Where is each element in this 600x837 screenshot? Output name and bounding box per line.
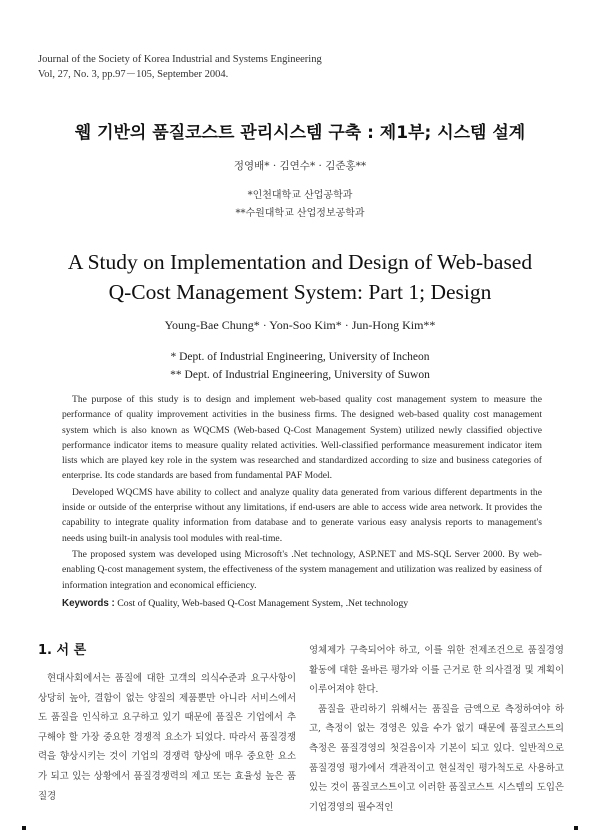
abstract [62,392,542,594]
abstract-paragraph-2: Developed WQCMS have ability to collect and analyze quality data generated from various different departments in the inside or outside of the enterprise without any limitations, if end-users are able to access wide area network. It provides the capability to integrate quality information from database and to generate various easy analysis reports to management's needs using built-in analysis tool modules with real-time. [62,486,542,544]
keywords [62,598,542,609]
body-column-right [309,641,564,817]
korean-affiliation-1: *인천대학교 산업공학과 [247,190,353,201]
journal-name: Journal of the Society of Korea Industrial and Systems Engineering [38,54,322,65]
english-authors: Young-Bae Chung* · Yon-Soo Kim* · Jun-Hong Kim** [164,318,436,332]
journal-volume: Vol, 27, No. 3, pp.97－105, September 2004. [38,69,229,80]
crop-mark [574,826,578,830]
section-heading: 1. 서 론 [38,643,87,658]
keywords-label: Keywords : [62,598,115,609]
korean-affiliations [0,187,600,223]
abstract-paragraph-1: The purpose of this study is to design and implement web-based quality cost management system to measure the performance of quality improvement activities in the business firms. The designed web-based quality cost management system which is also known as WQCMS (Web-based Q-Cost Management System) utilized newly classified objective performance indicator items to measure quality related activities. Well-classified performance measurement indicator item lists which are played key role in the system was researched and standardized according to size and business categories of enterprise. Its code standards are based from fundamental PAF Model. [62,394,542,482]
body-column-left [38,641,296,806]
journal-header [38,52,322,82]
korean-affiliation-2: **수원대학교 산업정보공학과 [235,208,365,219]
english-title [0,247,600,307]
english-affiliations [0,348,600,384]
korean-title: 웹 기반의 품질코스트 관리시스템 구축 : 제1부; 시스템 설계 [74,123,526,143]
english-affiliation-2: ** Dept. of Industrial Engineering, University of Suwon [170,369,430,381]
crop-mark [22,826,26,830]
body-paragraph: 현대사회에서는 품질에 대한 고객의 의식수준과 요구사항이 상당히 높아, 결함이 없는 양질의 제품뿐만 아니라 서비스에서도 품질을 인식하고 요구하고 있기 때문에 품질은 기업에서 추구해야 할 가장 중요한 경쟁적 요소가 되었다. 따라서 품질경쟁력을 향상시키는 것이 기업의 경쟁력 향상에 매우 중요한 요소가 되고 있는 상황에서 품질경쟁력의 제고 또는 효율성 높은 품질경 [38,673,296,802]
korean-authors: 정영배* · 김연수* · 김준홍** [233,160,367,172]
body-paragraph: 영체제가 구축되어야 하고, 이를 위한 전제조건으로 품질경영 활동에 대한 올바른 평가와 이를 근거로 한 의사결정 및 계획이 이루어져야 한다. [309,645,564,696]
body-paragraph: 품질을 관리하기 위해서는 품질을 금액으로 측정하여야 하고, 측정이 없는 경영은 있을 수가 없기 때문에 품질코스트의 측정은 품질경영의 첫걸음이자 기본이 되고 있다. 일반적으로 품질경영 평가에서 객관적이고 현실적인 평가척도로 사용하고 있는 것이 품질코스트이고 이러한 품질코스트 시스템의 도입은 기업경영의 필수적인 [309,703,564,813]
abstract-paragraph-3: The proposed system was developed using Microsoft's .Net technology, ASP.NET and MS-SQL Server 2000. By web-enabling Q-cost management system, the effectiveness of the system management and utilization was realized by easiness of information integration and economical efficiency. [62,548,542,591]
keywords-text: Cost of Quality, Web-based Q-Cost Management System, .Net technology [114,598,409,609]
english-affiliation-1: * Dept. of Industrial Engineering, University of Incheon [170,351,430,363]
english-title-line-1: A Study on Implementation and Design of Web-based [67,250,533,274]
english-title-line-2: Q-Cost Management System: Part 1; Design [108,280,492,304]
